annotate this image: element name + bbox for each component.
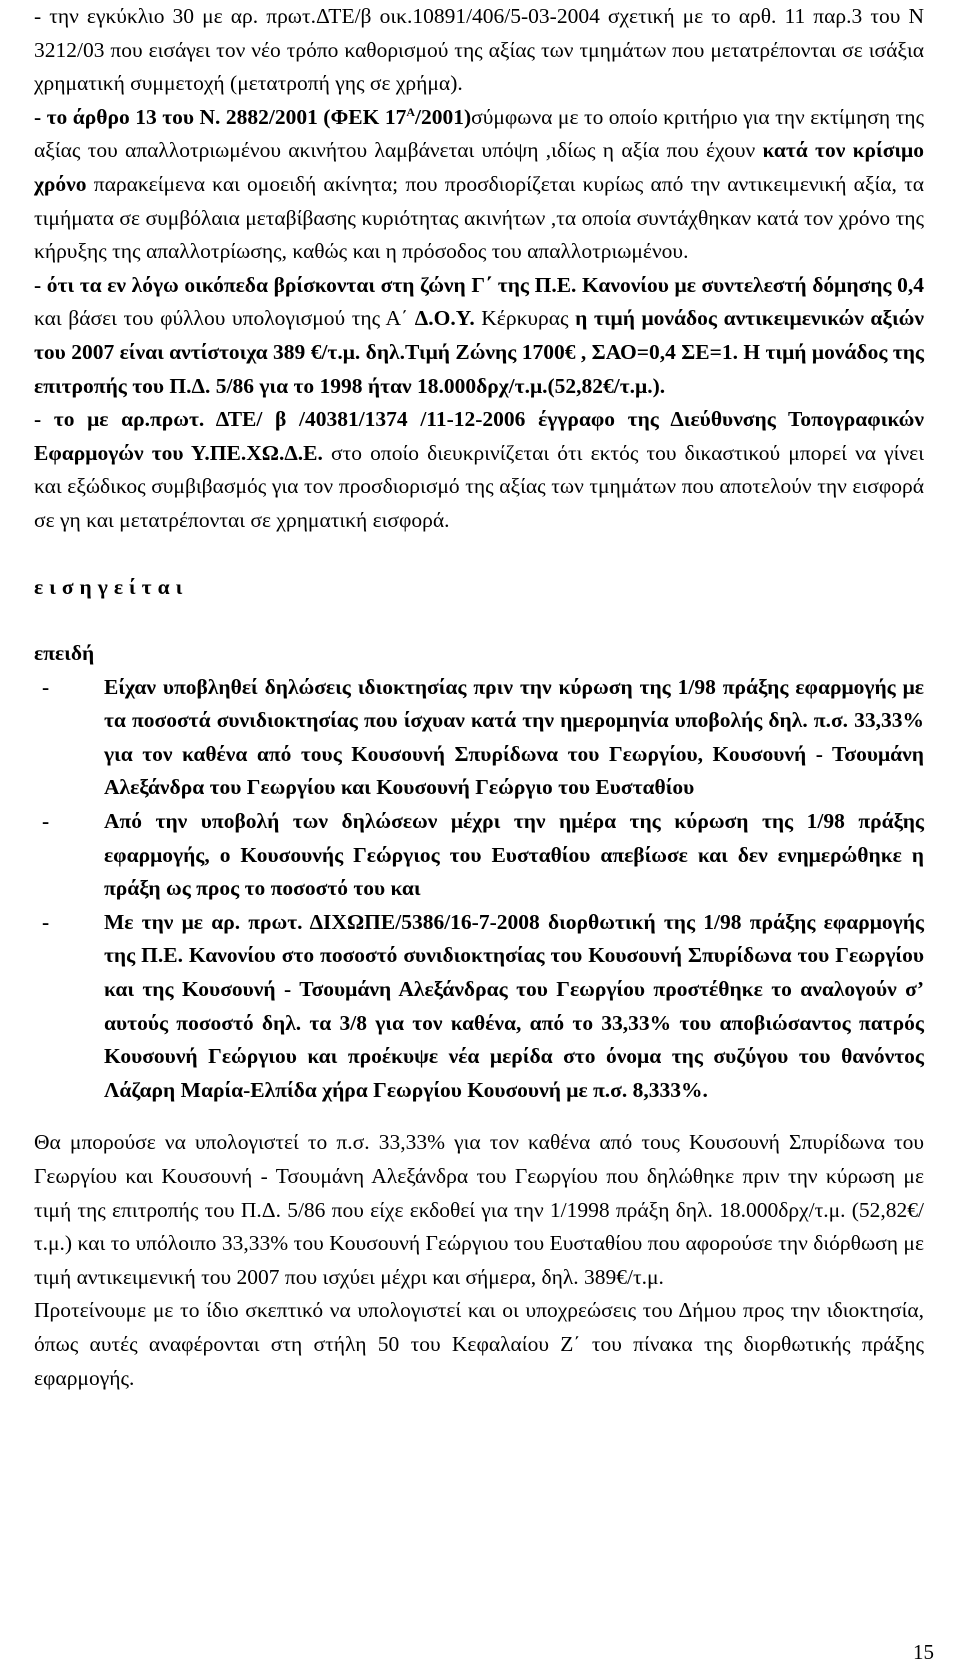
list-dash: - xyxy=(42,674,50,699)
paragraph-circular: - την εγκύκλιο 30 με αρ. πρωτ.ΔΤΕ/β οικ.10891/406/5-03-2004 σχετική με το αρθ. 11 παρ.3 του Ν 3212/03 που εισάγει τον νέο τρόπο καθορισμού της αξίας των τμημάτων που μετατρέπονται σε ισάξια χρηματική συμμετοχή (μετατροπή γης σε χρήμα). xyxy=(34,4,924,96)
reasons-list xyxy=(34,671,924,1108)
list-dash: - xyxy=(42,909,50,934)
paragraph-proposal: Προτείνουμε με το ίδιο σκεπτικό να υπολογιστεί και οι υποχρεώσεις του Δήμου προς την ιδιοκτησία, όπως αυτές αναφέρονται στη στήλη 50 του Κεφαλαίου Ζ΄ του πίνακα της διορθωτικής πράξης εφαρμογής. xyxy=(34,1298,924,1390)
paragraph-calculation: Θα μπορούσε να υπολογιστεί το π.σ. 33,33% για τον καθένα από τους Κουσουνή Σπυρίδωνα του Γεωργίου και Κουσουνή - Τσουμάνη Αλεξάνδρα του Γεωργίου που δηλώθηκε πριν την κύρωση με τιμή της επιτροπής του Π.Δ. 5/86 που είχε εκδοθεί για την 1/1998 πράξη δηλ. 18.000δρχ/τ.μ. (52,82€/τ.μ.) και το υπόλοιπο 33,33% του Κουσουνή Γεώργιου του Ευσταθίου που αφορούσε την διόρθωση με τιμή αντικειμενική του 2007 που ισχύει μέχρι και σήμερα, δηλ. 389€/τ.μ. xyxy=(34,1130,924,1289)
list-item: - Είχαν υποβληθεί δηλώσεις ιδιοκτησίας πριν την κύρωση της 1/98 πράξης εφαρμογής με τα ποσοστά συνιδιοκτησίας που ίσχυαν κατά την ημερομηνία υποβολής δηλ. π.σ. 33,33% για τον καθένα από τους Κουσουνή Σπυρίδωνα του Γεωργίου, Κουσουνή - Τσουμάνη Αλεξάνδρα του Γεωργίου και Κουσουνή Γεώργιο του Ευσταθίου xyxy=(34,671,924,805)
page-number: 15 xyxy=(913,1640,934,1664)
paragraph-zone-values xyxy=(34,269,924,403)
tax-office-abbr: Δ.Ο.Υ. xyxy=(414,306,475,331)
unit-price-statement: η τιμή μονάδος αντικειμενικών αξιών του 2007 είναι αντίστοιχα 389 €/τ.μ. δηλ.Τιμή Ζώνης 1700€ , ΣΑΟ=0,4 ΣΕ=1. Η τιμή μονάδος της επιτροπής του Π.Δ. 5/86 για το 1998 ήταν 18.000δρχ/τ.μ.(52,82€/τ.μ.). xyxy=(34,306,924,398)
zone-statement: - ότι τα εν λόγω οικόπεδα βρίσκονται στη ζώνη Γ΄ της Π.Ε. Κανονίου με συντελεστή δόμησης 0,4 xyxy=(34,272,924,297)
tax-office-city: Κέρκυρας xyxy=(474,306,576,331)
list-item: - Από την υποβολή των δηλώσεων μέχρι την ημέρα της κύρωση της 1/98 πράξης εφαρμογής, ο Κουσουνής Γεώργιος του Ευσταθίου απεβίωσε και δεν ενημερώθηκε η πράξη ως προς το ποσοστό του και xyxy=(34,805,924,906)
paragraph-ministry-document xyxy=(34,403,924,537)
because-label: επειδή xyxy=(34,641,95,666)
zone-basis: και βάσει του φύλλου υπολογισμού της Α΄ xyxy=(34,306,415,331)
critical-time-phrase: κατά τον κρίσιμο χρόνο xyxy=(34,138,924,196)
gazette-issue-superscript: Α xyxy=(406,104,415,119)
document-page xyxy=(34,0,924,1395)
article-13-text: σύμφωνα με το οποίο κριτήριο για την εκτίμηση της αξίας του απαλλοτριωμένου ακινήτου λαμβάνεται υπόψη ,ιδίως η αξία που έχουν xyxy=(34,104,924,163)
ministry-document-text: στο οποίο διευκρινίζεται ότι εκτός του δικαστικού μπορεί να γίνει και εξώδικος συμβιβασμός για τον προσδιορισμό της αξίας των τμημάτων που αποτελούν την εισφορά σε γη και μετατρέπονται σε χρηματική εισφορά. xyxy=(34,440,924,532)
paragraph-article-13 xyxy=(34,101,924,269)
article-13-year: /2001) xyxy=(415,104,472,129)
article-13-title: - το άρθρο 13 του Ν. 2882/2001 (ΦΕΚ 17 xyxy=(34,104,407,129)
ministry-document-ref: - το με αρ.πρωτ. ΔΤΕ/ β /40381/1374 /11-12-2006 έγγραφο της Διεύθυνσης Τοπογραφικών Εφαρμογών του Υ.ΠΕ.ΧΩ.Δ.Ε. xyxy=(34,407,924,465)
list-item: - Με την με αρ. πρωτ. ΔΙΧΩΠΕ/5386/16-7-2008 διορθωτική της 1/98 πράξης εφαρμογής της Π.Ε. Κανονίου στο ποσοστό συνιδιοκτησίας του Κουσουνή Σπυρίδωνα του Γεωργίου και της Κουσουνή - Τσουμάνη Αλεξάνδρας του Γεωργίου προστέθηκε το αναλογούν σ’ αυτούς ποσοστό δηλ. τα 3/8 για τον καθένα, από το 33,33% του αποβιώσαντος πατρός Κουσουνή Γεώργιου και προέκυψε νέα μερίδα στο όνομα της συζύγου του θανόντος Λάζαρη Μαρία-Ελπίδα χήρα Γεωργίου Κουσουνή με π.σ. 8,333%. xyxy=(34,906,924,1108)
section-heading-recommends: εισηγείται xyxy=(34,574,189,599)
article-13-text-end: παρακείμενα και ομοειδή ακίνητα; που προσδιορίζεται κυρίως από την αντικειμενική αξία, τα τιμήματα σε συμβόλαια μεταβίβασης κυριότητας ακινήτων ,τα οποία συντάχθηκαν κατά τον χρόνο της κήρυξης της απαλλοτρίωσης, καθώς και η πρόσοδος του απαλλοτριωμένου. xyxy=(34,171,924,264)
list-dash: - xyxy=(42,809,50,834)
